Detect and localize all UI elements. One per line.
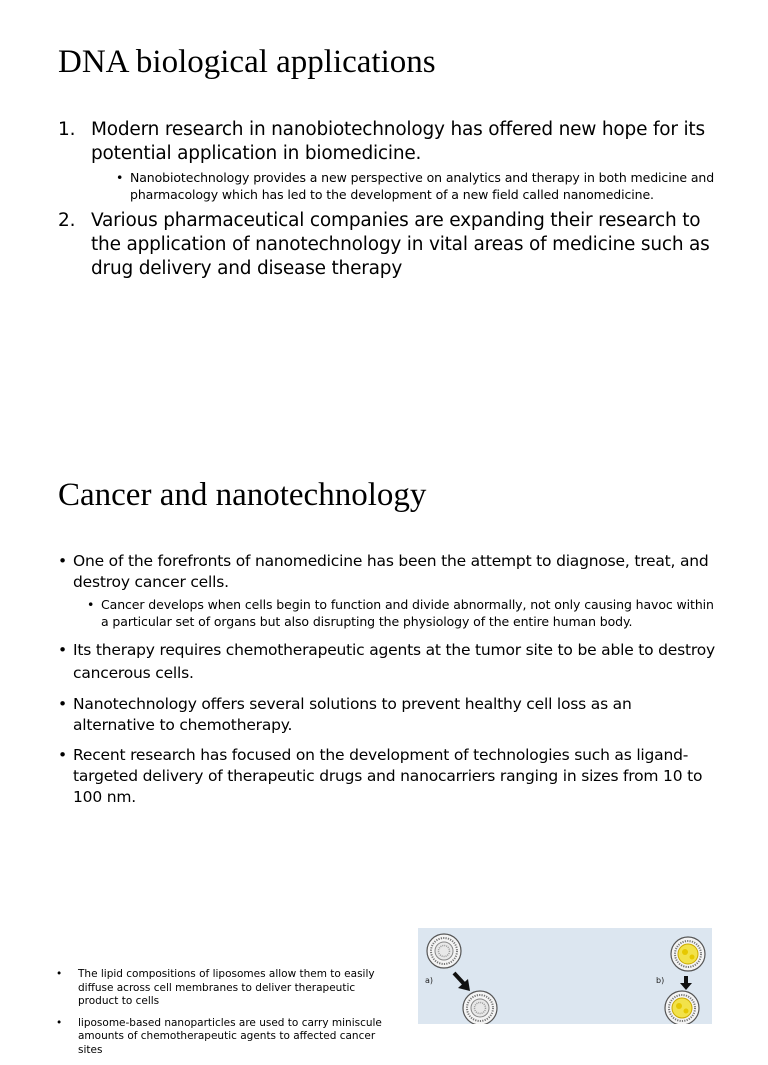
sub-list [91, 169, 718, 203]
list-item [58, 551, 718, 630]
arrow-icon [680, 976, 692, 990]
list-item-text: Nanotechnology offers several solutions to prevent healthy cell loss as an alternative to chemotherapy. [73, 695, 632, 734]
bullet-icon: • [87, 597, 95, 612]
list-number: 2. [58, 210, 76, 231]
list-item [58, 694, 718, 736]
arrow-icon [454, 973, 470, 991]
sub-list-item-text: Cancer develops when cells begin to function and divide abnormally, not only causing havoc within a particular set of organs but also disrupting the physiology of the entire human body. [101, 597, 714, 629]
sub-list-item [87, 596, 718, 630]
figure-label-a: a) [425, 976, 434, 985]
list-item [58, 118, 718, 203]
list-item-text: liposome-based nanoparticles are used to carry miniscule amounts of chemotherapeutic agents to affected cancer sites [78, 1016, 382, 1056]
liposome-bullet-list [56, 968, 396, 1065]
list-item [58, 639, 718, 685]
slide-title: DNA biological applications [58, 44, 436, 80]
list-item-text: Recent research has focused on the development of technologies such as ligand-targeted delivery of therapeutic drugs and nanocarriers ranging in sizes from 10 to 100 nm. [73, 746, 703, 806]
sub-list-item [116, 169, 718, 203]
bullet-icon: • [56, 1016, 63, 1029]
bullet-icon: • [116, 170, 124, 185]
list-item-text: Its therapy requires chemotherapeutic agents at the tumor site to be able to destroy cancerous cells. [73, 641, 715, 682]
list-item-text: Various pharmaceutical companies are expanding their research to the application of nanotechnology in vital areas of medicine such as drug delivery and disease therapy [91, 210, 710, 279]
list-item [58, 745, 718, 808]
liposome-loaded-icon [671, 937, 705, 971]
liposome-figure [418, 928, 712, 1024]
list-item [58, 209, 718, 281]
bullet-list [58, 551, 718, 808]
bullet-icon: • [58, 552, 67, 570]
slide-title: Cancer and nanotechnology [58, 477, 427, 513]
bullet-icon: • [56, 968, 63, 980]
bullet-icon: • [58, 746, 67, 764]
list-item-text: Modern research in nanobiotechnology has offered new hope for its potential application in biomedicine. [91, 119, 705, 164]
figure-label-b: b) [656, 976, 665, 985]
figure-drawing [418, 928, 712, 1024]
sub-list-item-text: Nanobiotechnology provides a new perspective on analytics and therapy in both medicine and pharmacology which has led to the development of a new field called nanomedicine. [130, 170, 715, 202]
numbered-list [58, 118, 718, 281]
liposome-icon [427, 934, 461, 968]
list-number: 1. [58, 119, 76, 140]
list-item-text: The lipid compositions of liposomes allow them to easily diffuse across cell membranes to deliver therapeutic product to cells [78, 968, 375, 1007]
sub-list [73, 596, 718, 630]
list-item-text: One of the forefronts of nanomedicine has been the attempt to diagnose, treat, and destroy cancer cells. [73, 552, 709, 591]
bullet-icon: • [58, 695, 67, 713]
bullet-icon: • [58, 641, 67, 659]
list-item [56, 1017, 396, 1058]
liposome-loaded-icon [665, 991, 699, 1024]
list-item [56, 968, 396, 1009]
liposome-icon [463, 991, 497, 1024]
